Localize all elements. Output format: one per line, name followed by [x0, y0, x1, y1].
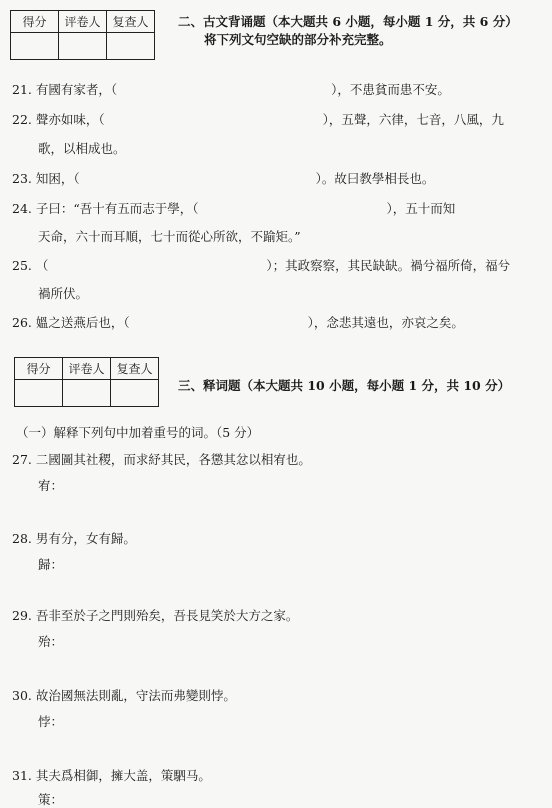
score-header: 得分 — [11, 11, 59, 33]
question-22-cont: 歌，以相成也。 — [38, 141, 126, 156]
reviewer-header: 复查人 — [111, 358, 159, 380]
section2-instruction: 将下列文句空缺的部分补充完整。 — [204, 32, 392, 47]
question-23: 23. 知困，（ ）。故曰教學相長也。 — [12, 171, 435, 186]
section3-title: 三、释词题（本大题共 10 小题，每小题 1 分，共 10 分） — [178, 378, 511, 393]
question-27: 27. 二國圖其社稷，而求紓其民，各懲其忿以相宥也。 — [12, 452, 311, 467]
question-24: 24. 子曰：“吾十有五而志于學，（ ），五十而知 — [12, 201, 456, 216]
question-31-word[interactable]: 策： — [38, 792, 64, 807]
question-30-word[interactable]: 悖： — [38, 714, 64, 729]
question-29: 29. 吾非至於子之門則殆矣，吾長見笑於大方之家。 — [12, 608, 299, 623]
question-29-word[interactable]: 殆： — [38, 634, 64, 649]
grader-header: 评卷人 — [63, 358, 111, 380]
reviewer-cell[interactable] — [107, 33, 155, 60]
grader-cell[interactable] — [63, 380, 111, 407]
score-cell[interactable] — [11, 33, 59, 60]
question-28-word[interactable]: 歸： — [38, 557, 64, 572]
question-25-cont: 禍所伏。 — [38, 286, 89, 301]
score-cell[interactable] — [15, 380, 63, 407]
question-31: 31. 其夫爲相御，擁大盖，策駟马。 — [12, 768, 211, 783]
section3-subtitle: （一）解释下列句中加着重号的词。（5 分） — [16, 425, 260, 440]
reviewer-cell[interactable] — [111, 380, 159, 407]
question-24-cont: 天命，六十而耳順，七十而從心所欲，不踰矩。” — [38, 229, 301, 244]
question-22: 22. 聲亦如味，（ ），五聲，六律，七音，八風，九 — [12, 112, 504, 127]
grader-cell[interactable] — [59, 33, 107, 60]
question-21: 21. 有國有家者，（ ），不患貧而患不安。 — [12, 82, 450, 97]
question-27-word[interactable]: 宥： — [38, 478, 64, 493]
score-box-section2 — [10, 10, 155, 60]
question-26: 26. 媼之送燕后也，（ ），念悲其遠也，亦哀之矣。 — [12, 315, 464, 330]
question-28: 28. 男有分，女有歸。 — [12, 531, 136, 546]
question-25: 25. （ ）；其政察察，其民缺缺。禍兮福所倚，福兮 — [12, 258, 511, 273]
score-box-section3 — [14, 357, 159, 407]
score-header: 得分 — [15, 358, 63, 380]
question-30: 30. 故治國無法則亂，守法而弗變則悖。 — [12, 688, 236, 703]
grader-header: 评卷人 — [59, 11, 107, 33]
reviewer-header: 复查人 — [107, 11, 155, 33]
section2-title: 二、古文背诵题（本大题共 6 小题，每小题 1 分，共 6 分） — [178, 14, 518, 29]
